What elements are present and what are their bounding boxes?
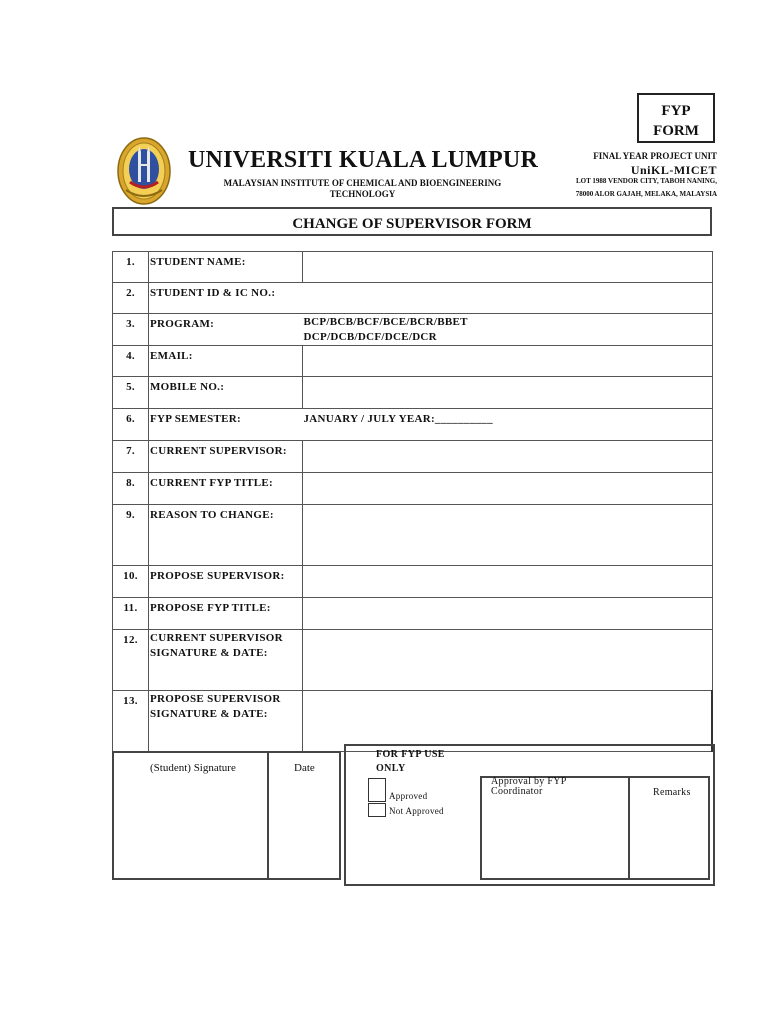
coordinator-line2: Coordinator <box>491 786 543 797</box>
field-number: 8. <box>113 473 149 505</box>
fyp-use-line2: ONLY <box>376 763 406 774</box>
remarks-label: Remarks <box>653 787 691 798</box>
form-title: CHANGE OF SUPERVISOR FORM <box>112 207 712 236</box>
current-supervisor-signature-field[interactable] <box>303 630 713 691</box>
field-number: 13. <box>113 691 149 752</box>
address-line1: LOT 1988 VENDOR CITY, TABOH NANING, <box>575 177 717 185</box>
institute-name <box>215 178 510 200</box>
field-row-propose-supervisor-signature <box>113 691 713 752</box>
field-row-current-supervisor <box>113 441 713 473</box>
fyp-form-badge-line1: FYP <box>661 103 691 119</box>
field-row-student-id <box>113 283 713 314</box>
field-row-email <box>113 346 713 377</box>
field-label <box>149 691 303 752</box>
student-name-field[interactable] <box>303 252 713 283</box>
form-fields-table <box>112 251 713 752</box>
field-row-program <box>113 314 713 346</box>
field-label-line1: CURRENT SUPERVISOR <box>150 632 283 644</box>
field-number: 3. <box>113 314 149 346</box>
field-label: REASON TO CHANGE: <box>149 505 303 566</box>
program-options-line1: BCP/BCB/BCF/BCE/BCR/BBET <box>303 316 468 328</box>
student-signature-label: (Student) Signature <box>150 762 236 774</box>
field-label: PROPOSE FYP TITLE: <box>149 598 303 630</box>
field-number: 9. <box>113 505 149 566</box>
field-number: 7. <box>113 441 149 473</box>
current-fyp-title-field[interactable] <box>303 473 713 505</box>
field-number: 6. <box>113 409 149 441</box>
field-label: STUDENT NAME: <box>149 252 303 283</box>
not-approved-label: Not Approved <box>389 806 444 816</box>
not-approved-checkbox[interactable] <box>368 803 386 817</box>
propose-supervisor-signature-field[interactable] <box>303 691 713 752</box>
field-label: PROPOSE SUPERVISOR: <box>149 566 303 598</box>
program-options-line2: DCP/DCB/DCF/DCE/DCR <box>303 331 437 343</box>
field-label: EMAIL: <box>149 346 303 377</box>
fyp-form-badge-line2: FORM <box>653 123 699 139</box>
field-label: CURRENT SUPERVISOR: <box>149 441 303 473</box>
field-number: 10. <box>113 566 149 598</box>
field-label-line2: SIGNATURE & DATE: <box>150 708 268 720</box>
field-label: FYP SEMESTER: <box>149 409 303 441</box>
field-number: 12. <box>113 630 149 691</box>
field-row-propose-fyp-title <box>113 598 713 630</box>
fyp-form-badge <box>637 93 715 143</box>
campus-name: UniKL-MICET <box>630 163 717 177</box>
field-number: 11. <box>113 598 149 630</box>
institute-line2: TECHNOLOGY <box>329 189 396 199</box>
field-number: 4. <box>113 346 149 377</box>
field-row-propose-supervisor <box>113 566 713 598</box>
field-row-mobile <box>113 377 713 409</box>
fyp-use-only-label <box>376 748 445 776</box>
coordinator-line1: Approval by FYP <box>491 776 567 787</box>
field-label: MOBILE NO.: <box>149 377 303 409</box>
field-label-line2: SIGNATURE & DATE: <box>150 647 268 659</box>
fyp-semester-field[interactable]: JANUARY / JULY YEAR:__________ <box>303 409 713 441</box>
field-number: 2. <box>113 283 149 314</box>
university-name: UNIVERSITI KUALA LUMPUR <box>188 147 538 173</box>
signature-divider <box>267 751 269 880</box>
field-row-fyp-semester <box>113 409 713 441</box>
field-row-current-supervisor-signature <box>113 630 713 691</box>
address-line2: 78000 ALOR GAJAH, MELAKA, MALAYSIA <box>575 190 717 198</box>
current-supervisor-field[interactable] <box>303 441 713 473</box>
program-field[interactable] <box>303 314 713 346</box>
date-label: Date <box>294 762 315 774</box>
unit-name: FINAL YEAR PROJECT UNIT <box>593 151 717 161</box>
field-label: STUDENT ID & IC NO.: <box>149 283 303 314</box>
email-field[interactable] <box>303 346 713 377</box>
reason-field[interactable] <box>303 505 713 566</box>
student-id-field[interactable] <box>303 283 713 314</box>
field-label-line1: PROPOSE SUPERVISOR <box>150 693 281 705</box>
approved-label: Approved <box>389 791 428 801</box>
field-row-reason <box>113 505 713 566</box>
coordinator-approval-label <box>491 777 611 797</box>
fyp-use-line1: FOR FYP USE <box>376 749 445 760</box>
field-row-student-name <box>113 252 713 283</box>
institute-line1: MALAYSIAN INSTITUTE OF CHEMICAL AND BIOENGINEERING <box>223 178 502 188</box>
field-number: 1. <box>113 252 149 283</box>
field-label: CURRENT FYP TITLE: <box>149 473 303 505</box>
propose-supervisor-field[interactable] <box>303 566 713 598</box>
field-label <box>149 630 303 691</box>
approved-checkbox[interactable] <box>368 778 386 802</box>
coordinator-divider <box>628 776 630 880</box>
mobile-field[interactable] <box>303 377 713 409</box>
propose-fyp-title-field[interactable] <box>303 598 713 630</box>
field-row-current-fyp-title <box>113 473 713 505</box>
university-crest-logo <box>116 136 172 206</box>
field-label: PROGRAM: <box>149 314 303 346</box>
field-number: 5. <box>113 377 149 409</box>
